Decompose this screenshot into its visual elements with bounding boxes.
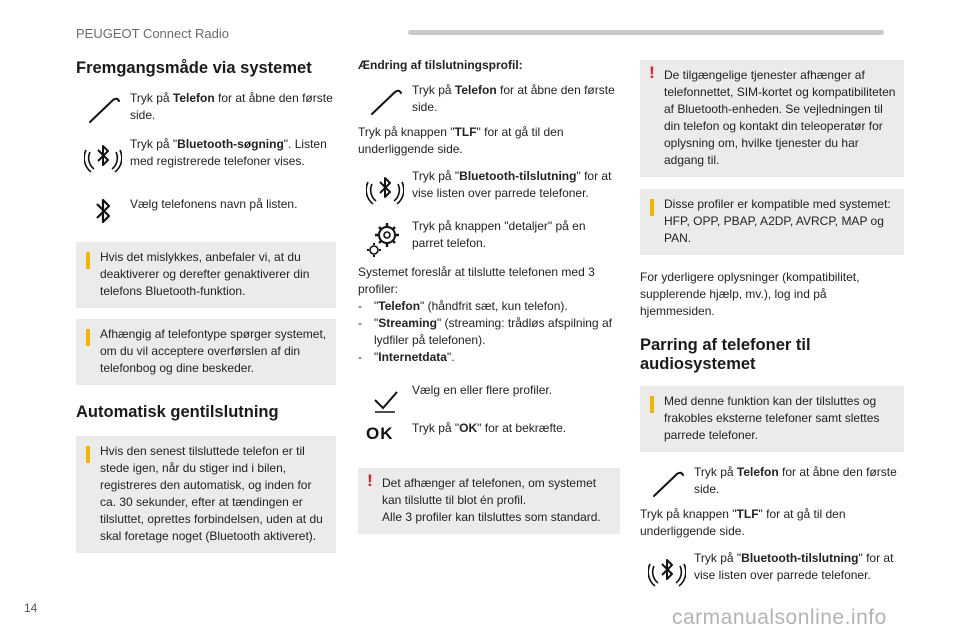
page-number: 14	[24, 601, 38, 615]
info-marker	[86, 329, 90, 346]
info-box-phonebook: Afhængig af telefontype spørger systemet, om du vil acceptere overførslen af din telefonbog og dine beskeder.	[76, 319, 336, 385]
info-marker	[650, 199, 654, 216]
step-telefon	[358, 82, 620, 116]
info-marker	[86, 252, 90, 269]
profile-item: - "Internetdata".	[358, 350, 455, 364]
info-marker	[86, 446, 90, 463]
tap-icon	[648, 466, 686, 504]
tap-icon	[84, 92, 122, 130]
heading-pairing: Parring af telefoner til audiosystemet	[640, 336, 811, 373]
warning-icon: !	[367, 471, 373, 490]
step-details	[358, 218, 620, 252]
ok-icon: OK	[366, 424, 394, 443]
bluetooth-touch-icon	[366, 170, 404, 208]
heading-auto-reconnect: Automatisk gentilslutning	[76, 403, 279, 421]
warning-icon: !	[649, 63, 655, 82]
info-box-retry: Hvis det mislykkes, anbefaler vi, at du deaktiverer og derefter genaktiverer din telefons Bluetooth-funktion.	[76, 242, 336, 308]
step-bluetooth-connection	[640, 550, 904, 584]
step-text: Vælg telefonens navn på listen.	[130, 197, 298, 211]
info-box-pairing: Med denne funktion kan der tilsluttes og frakobles eksterne telefoner samt slettes parrede telefoner.	[640, 386, 904, 452]
bluetooth-touch-icon	[84, 138, 122, 176]
step-bluetooth-connection	[358, 168, 620, 202]
step-text: Tryk på "Bluetooth-søgning". Listen med registrerede telefoner vises.	[130, 137, 327, 168]
profiles-intro: Systemet foreslår at tilslutte telefonen med 3 profiler:	[358, 265, 595, 296]
checkmark-icon	[366, 382, 404, 420]
watermark: carmanualsonline.info	[672, 606, 887, 629]
column-1	[76, 56, 336, 553]
warning-box-profiles: ! Det afhænger af telefonen, om systemet kan tilslutte til blot én profil. Alle 3 profiler kan tilsluttes som standard.	[358, 468, 620, 534]
bluetooth-touch-icon	[648, 552, 686, 590]
step-text: Tryk på "Bluetooth-tilslutning" for at vise listen over parrede telefoner.	[412, 169, 612, 200]
info-box-profiles-compatible: Disse profiler er kompatible med systemet: HFP, OPP, PBAP, A2DP, AVRCP, MAP og PAN.	[640, 189, 904, 255]
column-2	[358, 56, 620, 534]
step-text: Tryk på Telefon for at åbne den første side.	[412, 83, 615, 114]
step-select-phone	[76, 190, 336, 224]
header-title: PEUGEOT Connect Radio	[76, 26, 229, 41]
tlf-text: Tryk på knappen "TLF" for at gå til den underliggende side.	[358, 125, 564, 156]
bluetooth-icon	[84, 192, 122, 230]
settings-gear-icon	[366, 220, 404, 258]
step-text: Vælg en eller flere profiler.	[412, 383, 553, 397]
info-marker	[650, 396, 654, 413]
step-text: Tryk på Telefon for at åbne den første side.	[694, 465, 897, 496]
step-confirm-ok	[358, 418, 620, 452]
step-telefon	[640, 464, 904, 498]
more-info-text: For yderligere oplysninger (kompatibilitet, supplerende hjælp, mv.), log ind på hjemmesiden.	[640, 270, 860, 318]
profile-item: - "Telefon" (håndfrit sæt, kun telefon).	[358, 299, 568, 313]
column-3	[640, 56, 904, 584]
subheading-profile-change: Ændring af tilslutningsprofil:	[358, 58, 523, 72]
step-text: Tryk på Telefon for at åbne den første side.	[130, 91, 333, 122]
header-rule	[408, 30, 884, 35]
tlf-text: Tryk på knappen "TLF" for at gå til den underliggende side.	[640, 507, 846, 538]
step-bluetooth-search	[76, 136, 336, 170]
info-box-auto-reconnect: Hvis den senest tilsluttede telefon er til stede igen, når du stiger ind i bilen, registreres den automatisk, og inden for ca. 30 sekunder, efter at tændingen er tilsluttet, oprettes forbindelsen, uden at du skal foretage noget (Bluetooth aktiveret).	[76, 436, 336, 553]
warning-box-services: ! De tilgængelige tjenester afhænger af telefonnettet, SIM-kortet og kompatibiliteten af Bluetooth-enheden. Se vejledningen til din telefon og kontakt din teleoperatør for oplysning om, hvilke tjenester du har adgang til.	[640, 60, 904, 177]
step-text: Tryk på "Bluetooth-tilslutning" for at vise listen over parrede telefoner.	[694, 551, 894, 582]
step-telefon	[76, 90, 336, 124]
tap-icon	[366, 84, 404, 122]
step-text: Tryk på knappen "detaljer" på en parret telefon.	[412, 219, 586, 250]
profile-item: - "Streaming" (streaming: trådløs afspilning af lydfiler på telefonen).	[358, 316, 612, 347]
step-select-profiles	[358, 380, 620, 414]
heading-procedure: Fremgangsmåde via systemet	[76, 59, 312, 77]
step-text: Tryk på "OK" for at bekræfte.	[412, 421, 567, 435]
